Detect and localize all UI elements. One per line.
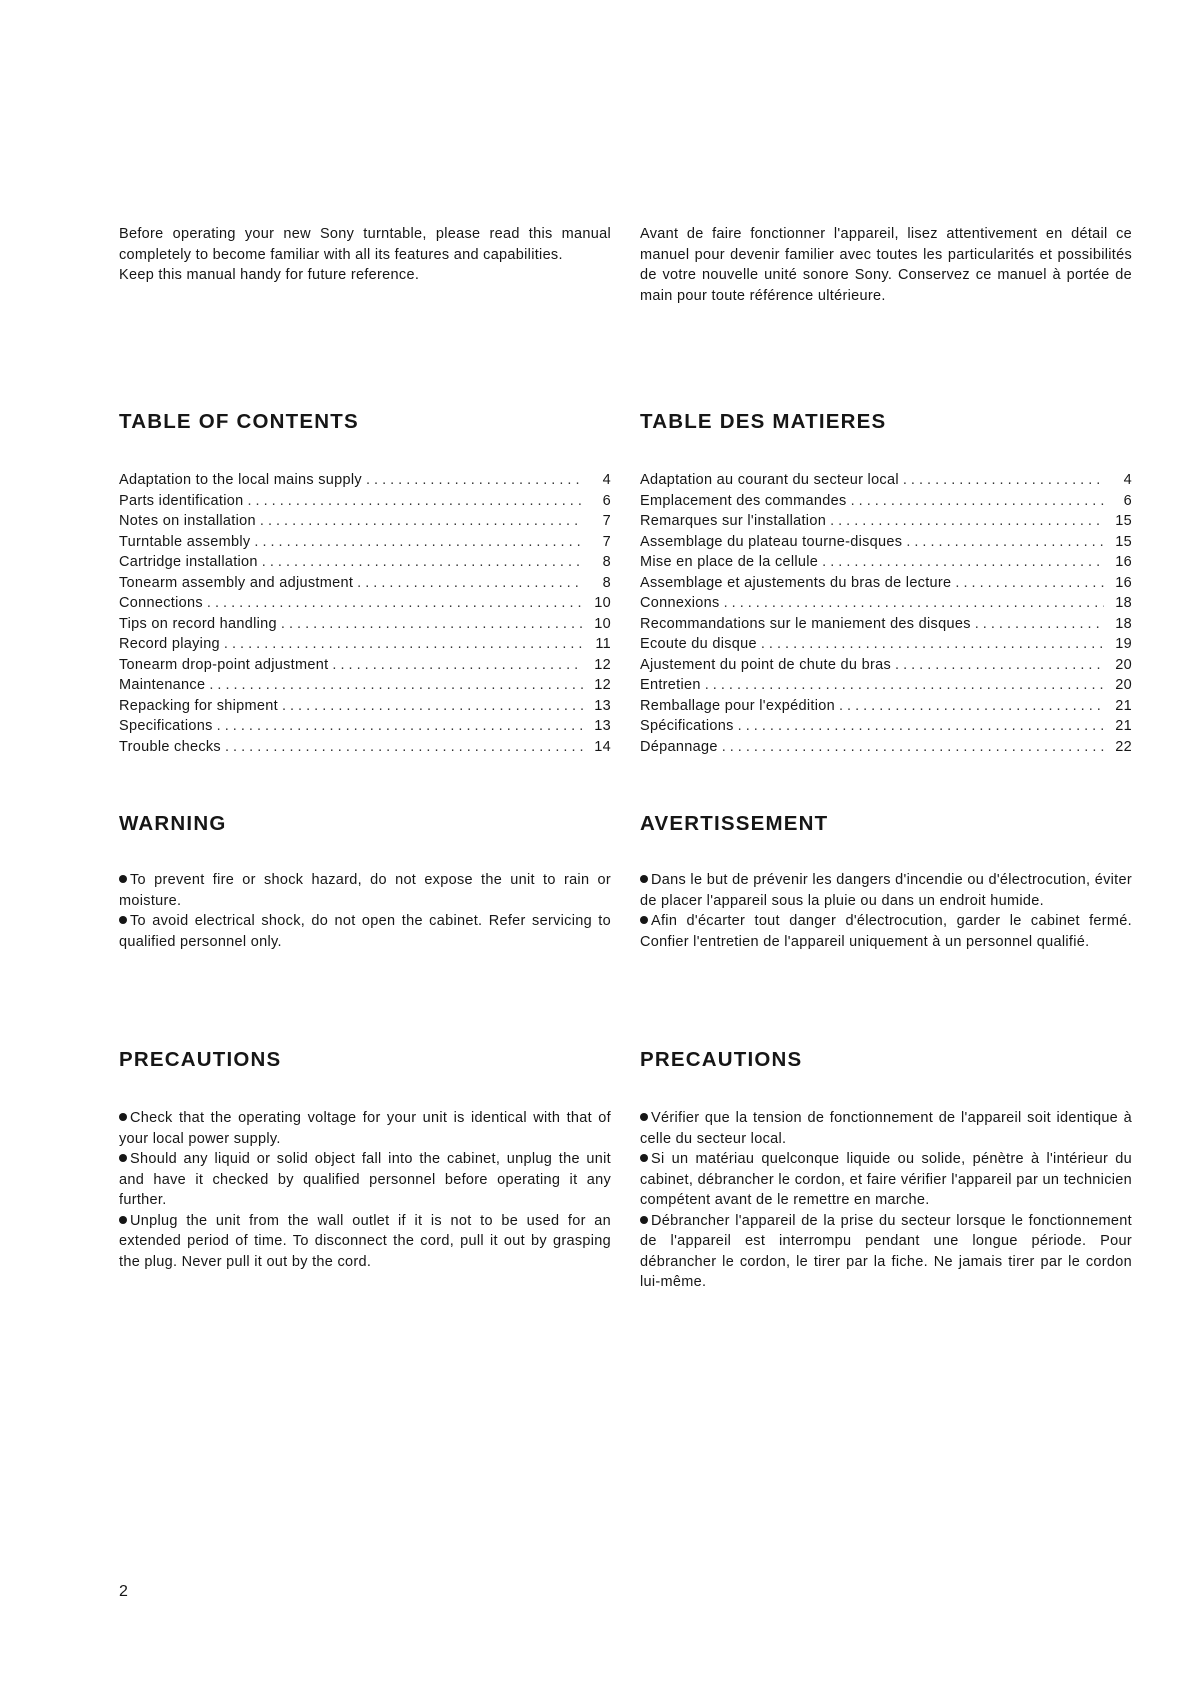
toc-entry-title: Tonearm assembly and adjustment: [119, 574, 354, 591]
toc-entry: [640, 573, 1132, 594]
warning-heading-fr: AVERTISSEMENT: [640, 812, 829, 835]
toc-leader: [225, 737, 583, 758]
toc-entry: [640, 552, 1132, 573]
toc-entry: [640, 655, 1132, 676]
toc-leader: [366, 470, 583, 491]
toc-entry-title: Entretien: [640, 677, 701, 693]
toc-list-en: [119, 470, 611, 757]
toc-entry-title: Assemblage du plateau tourne-disques: [640, 533, 903, 550]
intro-paragraph: Avant de faire fonctionner l'appareil, lisez attentivement en détail ce manuel pour devenir familier avec toutes les particularités et possibilités de votre nouvelle unité sonore Sony. Conservez ce manuel à portée de main pour toute référence ultérieure.: [640, 226, 1132, 304]
precaution-item: [640, 1108, 1132, 1149]
toc-entry: [119, 573, 611, 594]
toc-entry-page: 13: [594, 718, 611, 734]
intro-fr: [640, 224, 1132, 306]
toc-entry-page: 22: [1115, 738, 1132, 755]
toc-entry-page: 8: [602, 554, 611, 570]
precautions-text-fr: [640, 1108, 1132, 1293]
toc-entry: [119, 634, 611, 655]
toc-entry-page: 13: [594, 697, 611, 714]
toc-entry-page: 10: [594, 615, 611, 632]
toc-leader: [895, 655, 1104, 676]
toc-entry-page: 19: [1115, 636, 1132, 652]
toc-entry-title: Cartridge installation: [119, 554, 258, 570]
warning-item: [119, 870, 611, 911]
toc-leader: [903, 470, 1104, 491]
toc-entry: [119, 614, 611, 635]
toc-entry-title: Recommandations sur le maniement des disques: [640, 615, 971, 632]
toc-entry-page: 6: [602, 492, 611, 509]
toc-entry-page: 14: [594, 738, 611, 755]
toc-leader: [830, 511, 1104, 532]
toc-leader: [262, 552, 583, 573]
warning-item: [640, 870, 1132, 911]
toc-entry-title: Emplacement des commandes: [640, 492, 847, 509]
toc-entry-title: Connexions: [640, 595, 720, 611]
warning-text-en: [119, 870, 611, 952]
bullet-icon: [640, 916, 648, 924]
toc-entry-title: Remarques sur l'installation: [640, 513, 827, 529]
toc-entry: [640, 696, 1132, 717]
toc-entry-page: 6: [1123, 492, 1132, 509]
toc-entry-title: Spécifications: [640, 718, 734, 734]
toc-entry-page: 18: [1115, 615, 1132, 632]
toc-entry: [119, 532, 611, 553]
toc-entry: [640, 675, 1132, 696]
toc-entry: [119, 511, 611, 532]
toc-entry-page: 16: [1115, 574, 1132, 591]
precaution-item: [640, 1211, 1132, 1293]
bullet-icon: [119, 1216, 127, 1224]
toc-leader: [260, 511, 583, 532]
toc-entry: [119, 655, 611, 676]
toc-entry-title: Maintenance: [119, 677, 206, 693]
toc-entry: [119, 491, 611, 512]
toc-leader: [839, 696, 1104, 717]
toc-leader: [722, 737, 1104, 758]
toc-entry-page: 21: [1115, 718, 1132, 734]
toc-leader: [281, 614, 583, 635]
warning-item: [119, 911, 611, 952]
precaution-item: [119, 1149, 611, 1211]
toc-entry: [640, 634, 1132, 655]
toc-leader: [224, 634, 583, 655]
toc-entry-page: 20: [1115, 677, 1132, 693]
warning-item-text: To prevent fire or shock hazard, do not expose the unit to rain or moisture.: [119, 872, 611, 909]
warning-text-fr: [640, 870, 1132, 952]
precaution-item: [640, 1149, 1132, 1211]
toc-leader: [761, 634, 1104, 655]
toc-entry: [640, 593, 1132, 614]
toc-leader: [332, 655, 583, 676]
toc-leader: [209, 675, 583, 696]
precautions-heading-en: PRECAUTIONS: [119, 1048, 282, 1071]
toc-entry-page: 21: [1115, 697, 1132, 714]
bullet-icon: [640, 1216, 648, 1224]
toc-leader: [738, 716, 1104, 737]
warning-item: [640, 911, 1132, 952]
toc-entry-title: Turntable assembly: [119, 533, 251, 550]
toc-leader: [254, 532, 583, 553]
toc-leader: [851, 491, 1104, 512]
toc-entry-title: Tips on record handling: [119, 615, 277, 632]
toc-leader: [357, 573, 583, 594]
toc-entry: [119, 675, 611, 696]
toc-heading-fr: TABLE DES MATIERES: [640, 410, 887, 433]
toc-entry-title: Repacking for shipment: [119, 697, 278, 714]
toc-entry-page: 10: [594, 595, 611, 611]
toc-entry: [640, 716, 1132, 737]
toc-entry: [640, 737, 1132, 758]
toc-entry-title: Parts identification: [119, 492, 244, 509]
toc-heading-en: TABLE OF CONTENTS: [119, 410, 359, 433]
toc-entry: [119, 737, 611, 758]
toc-entry-title: Mise en place de la cellule: [640, 554, 819, 570]
toc-leader: [207, 593, 583, 614]
intro-paragraph: Before operating your new Sony turntable, please read this manual completely to become familiar with all its features and capabilities.: [119, 226, 611, 263]
precaution-item: [119, 1211, 611, 1273]
toc-entry: [119, 552, 611, 573]
bullet-icon: [119, 1154, 127, 1162]
intro-en: [119, 224, 611, 286]
toc-entry-page: 20: [1115, 656, 1132, 673]
precaution-item-text: Vérifier que la tension de fonctionnement de l'appareil soit identique à celle du secteur local.: [640, 1110, 1132, 1147]
precautions-heading-fr: PRECAUTIONS: [640, 1048, 803, 1071]
toc-entry: [640, 491, 1132, 512]
bullet-icon: [640, 1154, 648, 1162]
toc-leader: [282, 696, 583, 717]
toc-entry-title: Dépannage: [640, 738, 718, 755]
toc-entry-title: Ajustement du point de chute du bras: [640, 656, 892, 673]
toc-entry-page: 12: [594, 677, 611, 693]
bullet-icon: [119, 875, 127, 883]
toc-leader: [217, 716, 583, 737]
bullet-icon: [119, 1113, 127, 1121]
toc-entry-title: Trouble checks: [119, 738, 221, 755]
toc-entry-page: 4: [1123, 472, 1132, 488]
precaution-item-text: Si un matériau quelconque liquide ou solide, pénètre à l'intérieur du cabinet, débrancher le cordon, et faire vérifier l'appareil par un technicien compétent avant de le remettre en marche.: [640, 1151, 1132, 1208]
toc-entry-title: Notes on installation: [119, 513, 256, 529]
toc-leader: [724, 593, 1104, 614]
toc-leader: [705, 675, 1104, 696]
toc-entry-page: 15: [1115, 513, 1132, 529]
toc-entry: [640, 511, 1132, 532]
toc-leader: [906, 532, 1104, 553]
precaution-item-text: Should any liquid or solid object fall into the cabinet, unplug the unit and have it checked by qualified personnel before operating it any further.: [119, 1151, 611, 1208]
intro-paragraph: Keep this manual handy for future reference.: [119, 267, 420, 283]
precautions-text-en: [119, 1108, 611, 1272]
warning-item-text: To avoid electrical shock, do not open the cabinet. Refer servicing to qualified personnel only.: [119, 913, 611, 950]
precaution-item-text: Check that the operating voltage for your unit is identical with that of your local power supply.: [119, 1110, 611, 1147]
toc-entry-page: 7: [602, 533, 611, 550]
toc-entry: [119, 716, 611, 737]
toc-entry-page: 18: [1115, 595, 1132, 611]
toc-entry-title: Record playing: [119, 636, 220, 652]
toc-entry-page: 4: [602, 472, 611, 488]
precaution-item: [119, 1108, 611, 1149]
toc-leader: [955, 573, 1104, 594]
toc-entry-title: Specifications: [119, 718, 213, 734]
toc-entry-page: 8: [602, 574, 611, 591]
toc-entry: [119, 696, 611, 717]
toc-entry-title: Assemblage et ajustements du bras de lecture: [640, 574, 952, 591]
warning-item-text: Dans le but de prévenir les dangers d'incendie ou d'électrocution, éviter de placer l'appareil sous la pluie ou dans un endroit humide.: [640, 872, 1132, 909]
toc-leader: [822, 552, 1104, 573]
bullet-icon: [640, 1113, 648, 1121]
toc-entry: [640, 614, 1132, 635]
toc-list-fr: [640, 470, 1132, 757]
toc-leader: [975, 614, 1104, 635]
toc-entry-title: Remballage pour l'expédition: [640, 697, 835, 714]
toc-entry: [640, 470, 1132, 491]
toc-entry-page: 11: [595, 636, 611, 652]
toc-entry-page: 16: [1115, 554, 1132, 570]
bullet-icon: [119, 916, 127, 924]
toc-entry-title: Connections: [119, 595, 203, 611]
page-number: 2: [119, 1583, 128, 1600]
toc-entry-page: 7: [602, 513, 611, 529]
toc-entry-page: 15: [1115, 533, 1132, 550]
bullet-icon: [640, 875, 648, 883]
toc-entry: [119, 470, 611, 491]
warning-item-text: Afin d'écarter tout danger d'électrocution, garder le cabinet fermé. Confier l'entretien de l'appareil uniquement à un personnel qualifié.: [640, 913, 1132, 950]
toc-entry-title: Adaptation to the local mains supply: [119, 472, 362, 488]
toc-entry-title: Ecoute du disque: [640, 636, 757, 652]
toc-entry-title: Tonearm drop-point adjustment: [119, 656, 329, 673]
precaution-item-text: Débrancher l'appareil de la prise du secteur lorsque le fonctionnement de l'appareil est interrompu pendant une longue période. Pour débrancher le cordon, le tirer par la fiche. Ne jamais tirer par le cordon lui-même.: [640, 1212, 1132, 1290]
toc-leader: [247, 491, 583, 512]
toc-entry: [119, 593, 611, 614]
precaution-item-text: Unplug the unit from the wall outlet if it is not to be used for an extended period of time. To disconnect the cord, pull it out by grasping the plug. Never pull it out by the cord.: [119, 1212, 611, 1270]
warning-heading-en: WARNING: [119, 812, 227, 835]
toc-entry: [640, 532, 1132, 553]
toc-entry-title: Adaptation au courant du secteur local: [640, 472, 899, 488]
toc-entry-page: 12: [594, 656, 611, 673]
